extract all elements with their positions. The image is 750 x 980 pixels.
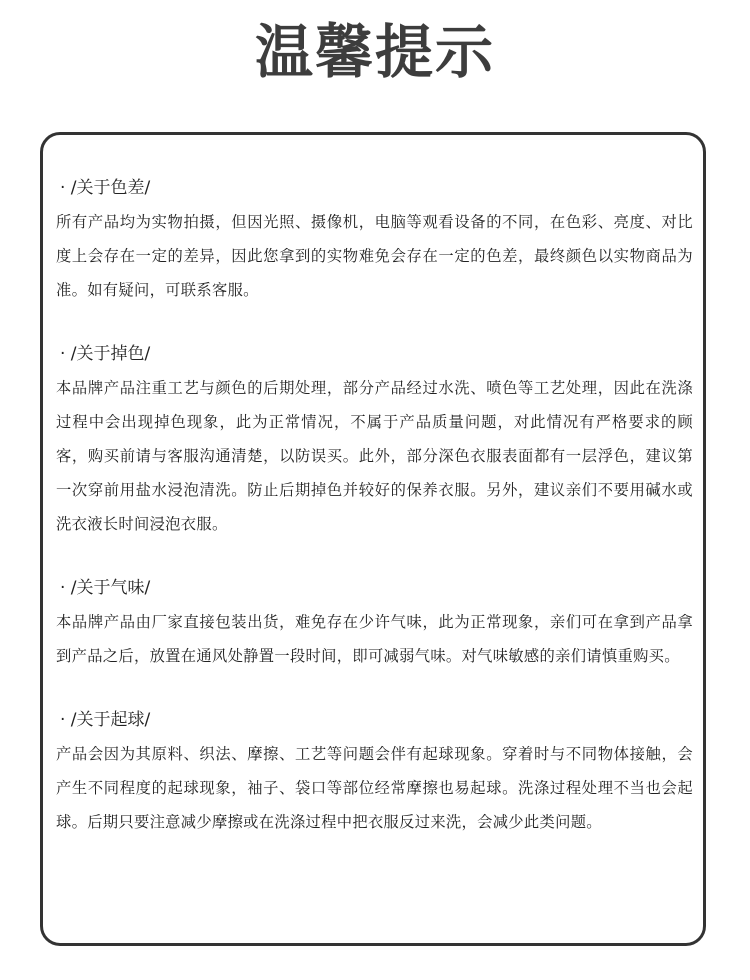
section-odor <box>56 571 693 673</box>
section-body: 产品会因为其原料、织法、摩擦、工艺等问题会伴有起球现象。穿着时与不同物体接触，会产生不同程度的起球现象，袖子、袋口等部位经常摩擦也易起球。洗涤过程处理不当也会起球。后期只要注意减少摩擦或在洗涤过程中把衣服反过来洗，会减少此类问题。 <box>56 745 693 831</box>
section-heading: · /关于掉色/ <box>60 344 151 364</box>
section-body: 本品牌产品由厂家直接包装出货，难免存在少许气味，此为正常现象，亲们可在拿到产品拿到产品之后，放置在通风处静置一段时间，即可减弱气味。对气味敏感的亲们请慎重购买。 <box>56 613 693 665</box>
section-heading: · /关于色差/ <box>60 178 151 198</box>
page-title: 温馨提示 <box>254 18 495 86</box>
section-heading: · /关于起球/ <box>60 710 151 730</box>
notice-box <box>40 132 706 946</box>
section-color-fading <box>56 337 693 541</box>
section-color-difference <box>56 171 693 307</box>
section-body: 所有产品均为实物拍摄，但因光照、摄像机，电脑等观看设备的不同，在色彩、亮度、对比度上会存在一定的差异，因此您拿到的实物难免会存在一定的色差，最终颜色以实物商品为准。如有疑问，可联系客服。 <box>56 213 693 299</box>
section-pilling <box>56 703 693 839</box>
section-heading: · /关于气味/ <box>60 578 151 598</box>
section-body: 本品牌产品注重工艺与颜色的后期处理，部分产品经过水洗、喷色等工艺处理，因此在洗涤过程中会出现掉色现象，此为正常情况，不属于产品质量问题，对此情况有严格要求的顾客，购买前请与客服沟通清楚，以防误买。此外，部分深色衣服表面都有一层浮色，建议第一次穿前用盐水浸泡清洗。防止后期掉色并较好的保养衣服。另外，建议亲们不要用碱水或洗衣液长时间浸泡衣服。 <box>56 379 693 533</box>
